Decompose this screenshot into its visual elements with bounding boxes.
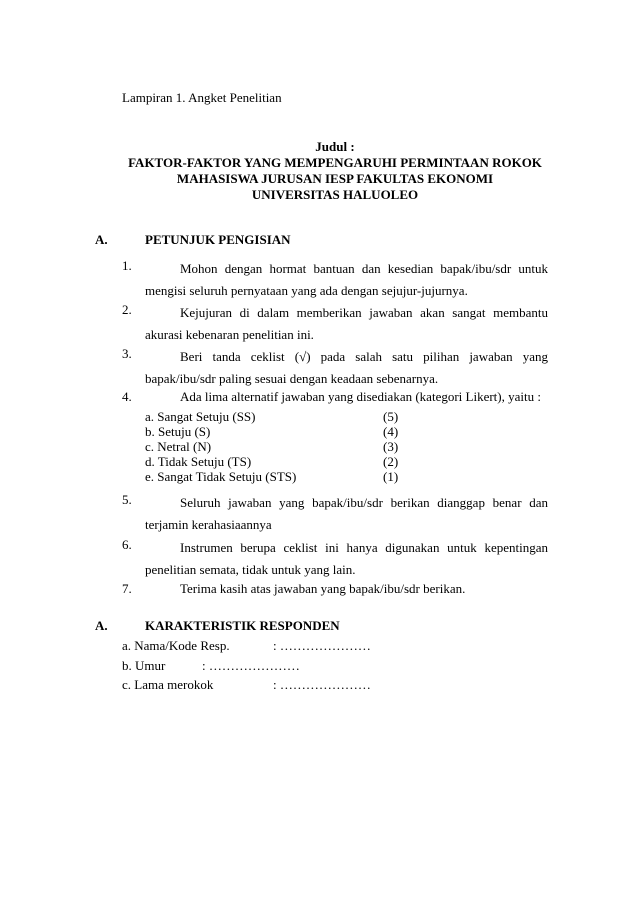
likert-option-score: (5) [383, 409, 399, 424]
respondent-field-value[interactable]: : ………………… [202, 658, 300, 673]
likert-option-label: b. Setuju (S) [145, 424, 211, 439]
section-title: KARAKTERISTIK RESPONDEN [145, 618, 340, 633]
section-letter: A. [95, 618, 108, 633]
instruction-line: Ada lima alternatif jawaban yang disediakan (kategori Likert), yaitu : [180, 389, 541, 404]
instruction-line: akurasi kebenaran penelitian ini. [145, 327, 314, 342]
likert-option-label: d. Tidak Setuju (TS) [145, 454, 252, 469]
title-label: Judul : [315, 139, 355, 154]
instruction-line: Kejujuran di dalam memberikan jawaban akan sangat membantu [180, 305, 548, 320]
item-number: 6. [122, 537, 132, 552]
section-title: PETUNJUK PENGISIAN [145, 232, 291, 247]
instruction-line: mengisi seluruh pernyataan yang ada dengan sejujur-jujurnya. [145, 283, 468, 298]
item-number: 7. [122, 581, 132, 596]
respondent-field-label: b. Umur [122, 658, 166, 673]
instruction-line: penelitian semata, tidak untuk yang lain. [145, 562, 356, 577]
likert-option-score: (1) [383, 469, 399, 484]
instruction-line: terjamin kerahasiaannya [145, 517, 272, 532]
likert-option-label: a. Sangat Setuju (SS) [145, 409, 256, 424]
respondent-field-label: a. Nama/Kode Resp. [122, 638, 230, 653]
respondent-field-value[interactable]: : ………………… [273, 638, 371, 653]
instruction-item [145, 302, 548, 346]
item-number: 4. [122, 389, 132, 404]
instruction-line: Seluruh jawaban yang bapak/ibu/sdr berikan dianggap benar dan [180, 495, 548, 510]
instruction-item [145, 389, 548, 405]
appendix-heading: Lampiran 1. Angket Penelitian [122, 90, 282, 105]
likert-option-score: (2) [383, 454, 399, 469]
instruction-item [145, 537, 548, 581]
likert-option-score: (3) [383, 439, 399, 454]
instruction-line: Terima kasih atas jawaban yang bapak/ibu/sdr berikan. [180, 581, 466, 596]
title-line-2: MAHASISWA JURUSAN IESP FAKULTAS EKONOMI [176, 171, 494, 186]
instruction-item [145, 346, 548, 390]
title-line-3: UNIVERSITAS HALUOLEO [251, 187, 419, 202]
likert-option-score: (4) [383, 424, 399, 439]
item-number: 5. [122, 492, 132, 507]
item-number: 1. [122, 258, 132, 273]
item-number: 3. [122, 346, 132, 361]
likert-option-label: e. Sangat Tidak Setuju (STS) [145, 469, 297, 484]
instruction-item [145, 258, 548, 302]
instruction-line: bapak/ibu/sdr paling sesuai dengan keadaan sebenarnya. [145, 371, 439, 386]
likert-option-label: c. Netral (N) [145, 439, 212, 454]
instruction-line: Mohon dengan hormat bantuan dan kesedian bapak/ibu/sdr untuk [180, 261, 548, 276]
instruction-item [145, 581, 548, 597]
instruction-item [145, 492, 548, 536]
instruction-line: Instrumen berupa ceklist ini hanya digunakan untuk kepentingan [180, 540, 548, 555]
respondent-field-label: c. Lama merokok [122, 677, 214, 692]
item-number: 2. [122, 302, 132, 317]
instruction-line: Beri tanda ceklist (√) pada salah satu pilihan jawaban yang [180, 349, 548, 364]
title-line-1: FAKTOR-FAKTOR YANG MEMPENGARUHI PERMINTAAN ROKOK [128, 155, 542, 170]
respondent-field-value[interactable]: : ………………… [273, 677, 371, 692]
section-letter: A. [95, 232, 108, 247]
